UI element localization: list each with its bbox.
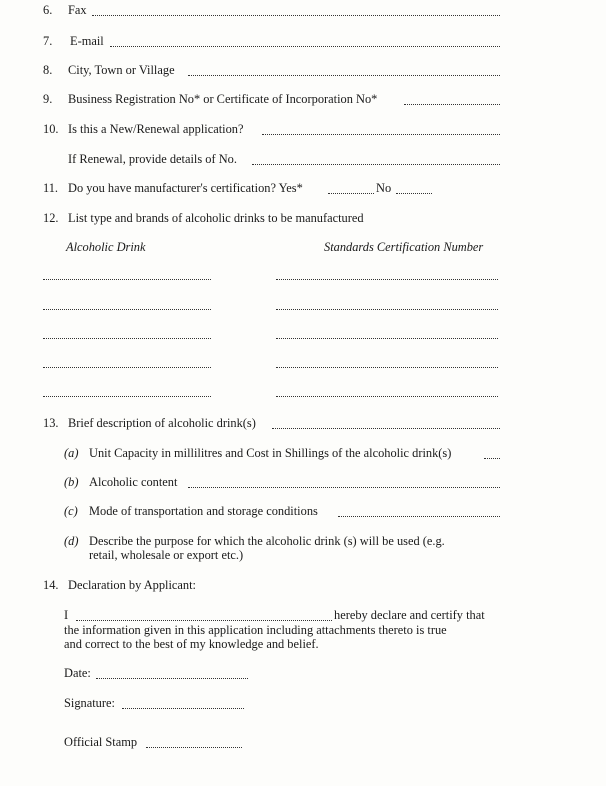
- sub-item-letter: (b): [64, 475, 79, 489]
- unit-capacity-label: Unit Capacity in millilitres and Cost in Shillings of the alcoholic drink(s): [89, 446, 452, 460]
- certification-number-field[interactable]: [276, 367, 498, 368]
- renewal-details-label: If Renewal, provide details of No.: [68, 152, 237, 166]
- signature-label: Signature:: [64, 696, 115, 710]
- sub-item-letter: (d): [64, 534, 79, 548]
- transport-storage-label: Mode of transportation and storage conditions: [89, 504, 318, 518]
- purpose-label-line1: Describe the purpose for which the alcoholic drink (s) will be used (e.g.: [89, 534, 445, 548]
- certification-number-field[interactable]: [276, 279, 498, 280]
- email-field[interactable]: [110, 46, 500, 47]
- unit-capacity-field[interactable]: [484, 458, 500, 459]
- item-number: 11.: [43, 181, 59, 195]
- business-reg-label: Business Registration No* or Certificate of Incorporation No*: [68, 92, 378, 106]
- date-field[interactable]: [96, 678, 248, 679]
- transport-storage-field[interactable]: [338, 516, 500, 517]
- certification-label: Do you have manufacturer's certification? Yes*: [68, 181, 303, 195]
- description-field[interactable]: [272, 428, 500, 429]
- signature-field[interactable]: [122, 708, 244, 709]
- declaration-line2: the information given in this application including attachments thereto is true: [64, 623, 447, 637]
- alcoholic-content-label: Alcoholic content: [89, 475, 178, 489]
- col-header-certification-number: Standards Certification Number: [324, 240, 484, 254]
- sub-item-letter: (a): [64, 446, 79, 460]
- alcoholic-drink-field[interactable]: [43, 367, 211, 368]
- item-number: 12.: [43, 211, 59, 225]
- business-reg-field[interactable]: [404, 104, 500, 105]
- certification-yes-field[interactable]: [328, 193, 374, 194]
- declaration-prefix: I: [64, 608, 69, 622]
- fax-field[interactable]: [92, 15, 500, 16]
- fax-label: Fax: [68, 3, 87, 17]
- alcoholic-content-field[interactable]: [188, 487, 500, 488]
- certification-number-field[interactable]: [276, 396, 498, 397]
- item-number: 6.: [43, 3, 53, 17]
- alcoholic-drink-field[interactable]: [43, 338, 211, 339]
- declaration-heading: Declaration by Applicant:: [68, 578, 196, 592]
- declaration-suffix: hereby declare and certify that: [334, 608, 485, 622]
- official-stamp-field[interactable]: [146, 747, 242, 748]
- date-label: Date:: [64, 666, 91, 680]
- item-number: 7.: [43, 34, 53, 48]
- purpose-label-line2: retail, wholesale or export etc.): [89, 548, 244, 562]
- item-number: 10.: [43, 122, 59, 136]
- certification-number-field[interactable]: [276, 338, 498, 339]
- description-label: Brief description of alcoholic drink(s): [68, 416, 256, 430]
- sub-item-letter: (c): [64, 504, 78, 518]
- item-number: 8.: [43, 63, 53, 77]
- new-renewal-label: Is this a New/Renewal application?: [68, 122, 244, 136]
- certification-no-label: No: [376, 181, 392, 195]
- city-field[interactable]: [188, 75, 500, 76]
- city-label: City, Town or Village: [68, 63, 175, 77]
- item-number: 13.: [43, 416, 59, 430]
- list-brands-label: List type and brands of alcoholic drinks to be manufactured: [68, 211, 364, 225]
- official-stamp-label: Official Stamp: [64, 735, 138, 749]
- certification-number-field[interactable]: [276, 309, 498, 310]
- col-header-alcoholic-drink: Alcoholic Drink: [66, 240, 146, 254]
- applicant-name-field[interactable]: [76, 620, 332, 621]
- alcoholic-drink-field[interactable]: [43, 279, 211, 280]
- renewal-details-field[interactable]: [252, 164, 500, 165]
- item-number: 9.: [43, 92, 53, 106]
- alcoholic-drink-field[interactable]: [43, 396, 211, 397]
- new-renewal-field[interactable]: [262, 134, 500, 135]
- alcoholic-drink-field[interactable]: [43, 309, 211, 310]
- item-number: 14.: [43, 578, 59, 592]
- email-label: E-mail: [70, 34, 104, 48]
- certification-no-field[interactable]: [396, 193, 432, 194]
- declaration-line3: and correct to the best of my knowledge and belief.: [64, 637, 319, 651]
